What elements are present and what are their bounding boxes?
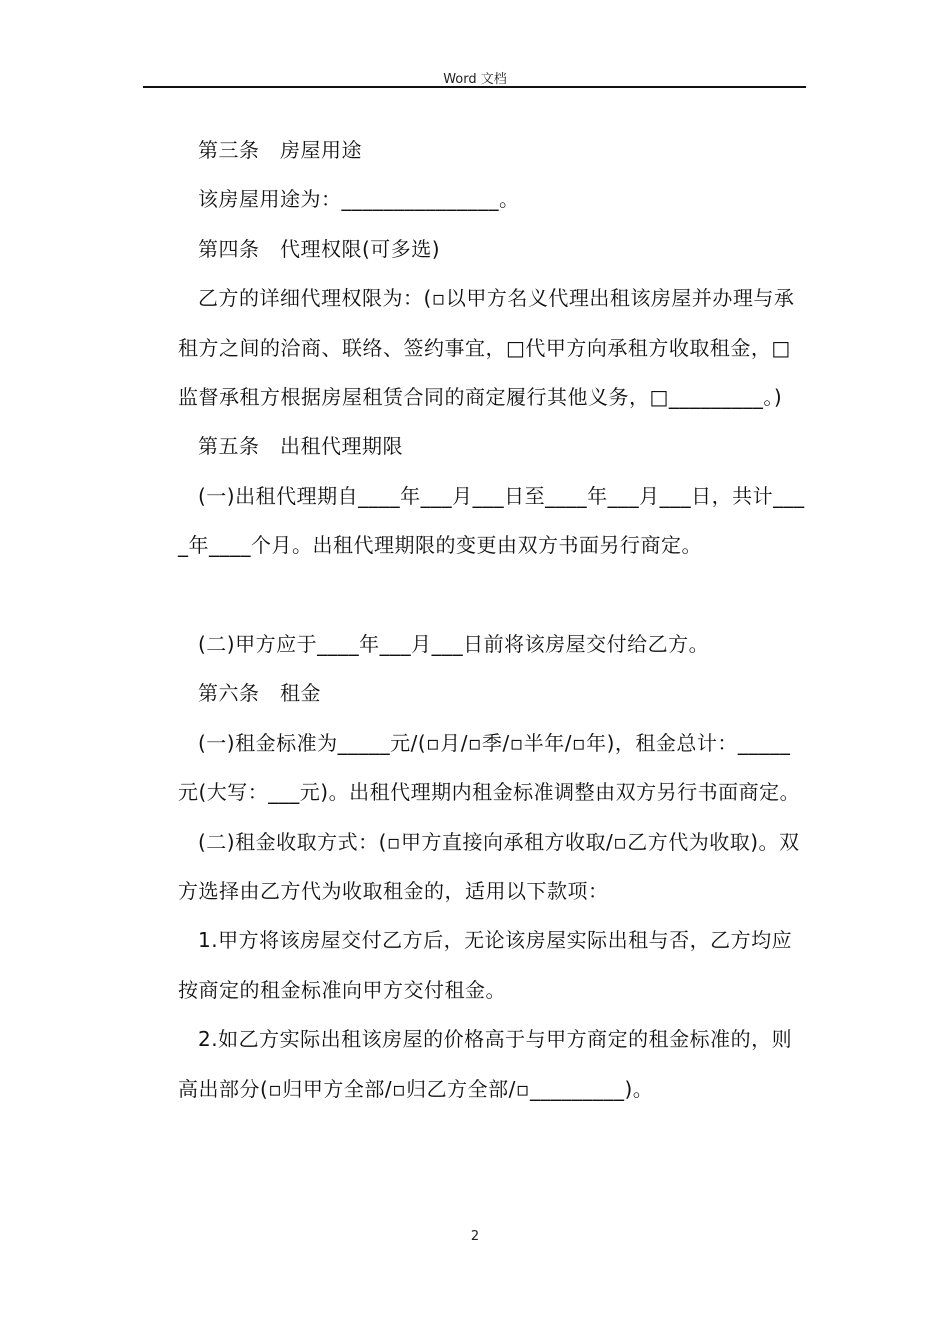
list-item: 1.甲方将该房屋交付乙方后，无论该房屋实际出租与否，乙方均应按商定的租金标准向甲方交付租金。 [178,928,793,1002]
blank-line [178,571,808,620]
article-5-heading: 第五条 出租代理期限 [198,434,403,459]
article-3-heading: 第三条 房屋用途 [198,138,362,162]
list-item: 2.如乙方实际出租该房屋的价格高于与甲方商定的租金标准的，则高出部分(▫归甲方全部/▫归乙方全部/▫_________)。 [178,1027,793,1101]
paragraph: 乙方的详细代理权限为：(▫以甲方名义代理出租该房屋并办理与承租方之间的洽商、联络、签约事宜，□代甲方向承租方收取租金，□监督承租方根据房屋租赁合同的商定履行其他义务，□_________。) [178,286,795,410]
paragraph: (一)出租代理期自____年___月___日至____年___月___日，共计____年____个月。出租代理期限的变更由双方书面另行商定。 [178,483,805,558]
article-4-heading: 第四条 代理权限(可多选) [198,236,441,261]
paragraph: 该房屋用途为：_______________。 [198,187,520,212]
article-6-heading: 第六条 租金 [198,681,321,706]
paragraph: (二)租金收取方式：(▫甲方直接向承租方收取/▫乙方代为收取)。双方选择由乙方代为收取租金的，适用以下款项： [178,829,800,904]
page-header: Word 文档 [443,72,507,87]
paragraph: (一)租金标准为_____元/(▫月/▫季/▫半年/▫年)，租金总计：_____元(大写：___元)。出租代理期内租金标准调整由双方另行书面商定。 [178,730,801,805]
document-body [178,126,808,1114]
header-divider [143,86,806,88]
paragraph: (二)甲方应于____年___月___日前将该房屋交付给乙方。 [198,632,710,657]
page-number: 2 [470,1229,480,1244]
